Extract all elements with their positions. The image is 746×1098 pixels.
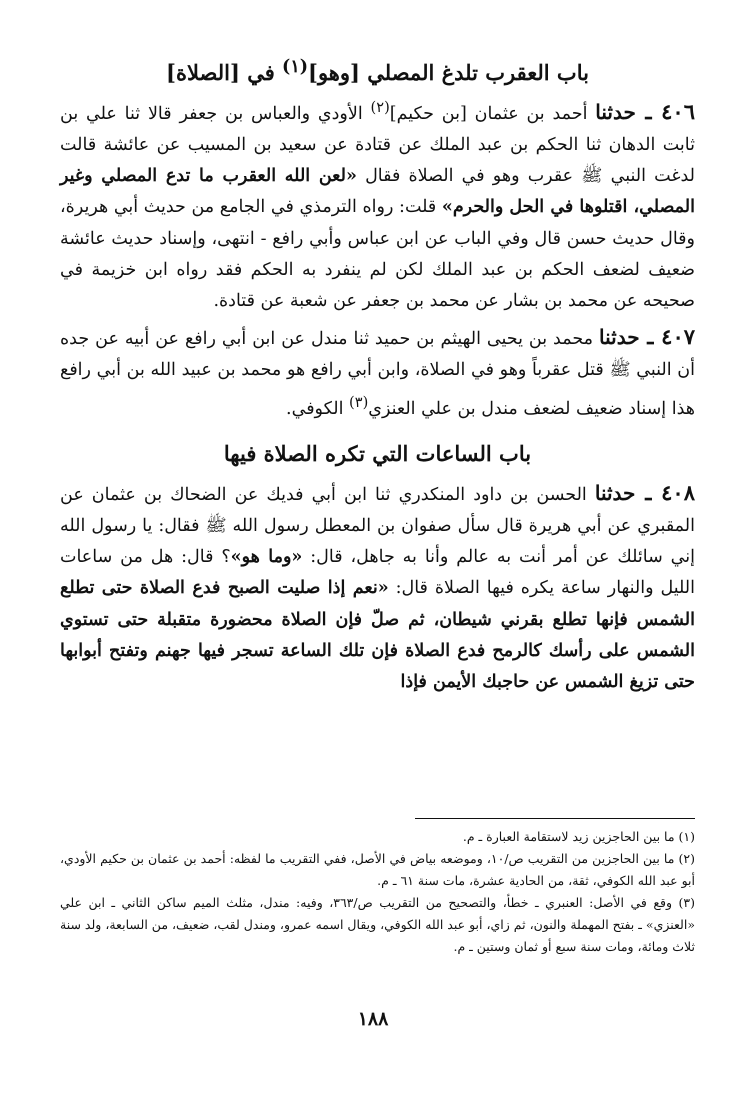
hadith-number: ٤٠٨ xyxy=(661,479,695,505)
page-body xyxy=(60,52,695,702)
footnote-ref-1[interactable]: (١) xyxy=(282,57,309,77)
hadith-matn-bold: «نعم إذا صليت الصبح فدع الصلاة حتى تطلع الشمس فإنها تطلع بقرني شيطان، ثم صلّ فإن الصلاة محضورة متقبلة حتى تستوي الشمس على رأسك كالرمح فدع الصلاة فإن تلك الساعة تسجر فيها جهنم وتفتح أبوابها حتى تزيغ الشمس عن حاجبك الأيمن فإذا xyxy=(60,578,695,692)
footnote-ref-2[interactable]: (٢) xyxy=(370,99,390,116)
hadith-opening-word: حدثنا xyxy=(594,480,636,505)
footnotes xyxy=(60,826,695,958)
chapter-title-text: باب العقرب تلدغ المصلي [وهو] xyxy=(308,60,589,85)
hadith-text: محمد بن يحيى الهيثم بن حميد ثنا مندل عن ابن أبي رافع عن أبيه عن جده أن النبي ﷺ قتل عقرباً وهو في الصلاة، وابن أبي رافع هو محمد بن عبيد الله بن أبي رافع هذا إسناد ضعيف لضعف مندل بن علي العنزي xyxy=(60,329,695,419)
hadith-commentary: قلت: رواه الترمذي في الجامع من حديث أبي هريرة، وقال حديث حسن قال وفي الباب عن ابن عباس وأبي رافع - انتهى، وإسناد حديث عائشة ضعيف لضعف الحكم بن عبد الملك لكن لم ينفرد به الحكم فقد رواه ابن خزيمة في صحيحه عن محمد بن بشار عن محمد بن جعفر عن شعبة عن قتادة. xyxy=(60,197,695,312)
hadith-opening-word: حدثنا xyxy=(595,99,636,124)
hadith-text-end: الكوفي. xyxy=(286,398,350,419)
chapter-title-prayer-times: باب الساعات التي تكره الصلاة فيها xyxy=(223,440,532,466)
hadith-number: ٤٠٦ xyxy=(661,98,695,124)
hadith-text: ؟ قال: هل من ساعات الليل والنهار ساعة يكره فيها الصلاة قال: xyxy=(60,547,695,599)
footnote-divider xyxy=(415,818,695,819)
hadith-text: أحمد بن عثمان [بن حكيم] xyxy=(389,103,596,124)
hadith-separator: ـ xyxy=(635,479,662,505)
hadith-text: الحسن بن داود المنكدري ثنا ابن أبي فديك عن الضحاك بن عثمان عن المقبري عن أبي هريرة قال سأل صفوان بن المعطل رسول الله ﷺ فقال: يا رسول الله إني سائلك عن أمر أنت به عالم وأنا به جاهل، قال: xyxy=(60,484,695,568)
footnote-2: (٢) ما بين الحاجزين من التقريب ص/١٠، وموضعه بياض في الأصل، ففي التقريب ما لفظه: أحمد بن عثمان بن حكيم الأودي، أبو عبد الله الكوفي، ثقة، من الحادية عشرة، مات سنة ٦١ ـ م. xyxy=(60,851,695,888)
footnote-1: (١) ما بين الحاجزين زيد لاستقامة العبارة ـ م. xyxy=(462,829,695,844)
hadith-406 xyxy=(60,92,695,317)
hadith-opening-word: حدثنا xyxy=(599,325,640,350)
hadith-text: الأودي والعباس بن جعفر قالا ثنا علي بن ثابت الدهان ثنا الحكم بن عبد الملك عن قتادة عن سعيد بن المسيب عن عائشة قالت لدغت النبي ﷺ عقرب وهو في الصلاة فقال xyxy=(60,103,695,187)
page-number: ١٨٨ xyxy=(357,1008,389,1030)
hadith-separator: ـ xyxy=(639,324,662,350)
footnote-ref-3[interactable]: (٣) xyxy=(349,393,369,411)
chapter-title-scorpion xyxy=(60,52,695,88)
hadith-408 xyxy=(60,477,695,698)
hadith-matn-bold: «لعن الله العقرب ما تدع المصلي وغير المصلي، اقتلوها في الحل والحرم» xyxy=(60,166,695,218)
hadith-matn-bold: «وما هو» xyxy=(230,547,303,568)
hadith-number: ٤٠٧ xyxy=(661,324,696,350)
hadith-407 xyxy=(60,321,695,424)
footnote-3: (٣) وقع في الأصل: العنبري ـ خطأ، والتصحيح من التقريب ص/٣٦٣، وفيه: مندل، مثلث الميم ساكن الثاني ـ ابن علي «العنزي» ـ بفتح المهملة والنون، ثم زاي، أبو عبد الله الكوفي، ويقال اسمه عمرو، ومندل لقب، ضعيف، من السابعة، ولد سنة ثلاث ومائة، ومات سنة سبع أو ثمان وستين ـ م. xyxy=(60,895,695,954)
chapter-title-text-end: في [الصلاة] xyxy=(166,60,283,85)
hadith-separator: ـ xyxy=(635,98,662,124)
